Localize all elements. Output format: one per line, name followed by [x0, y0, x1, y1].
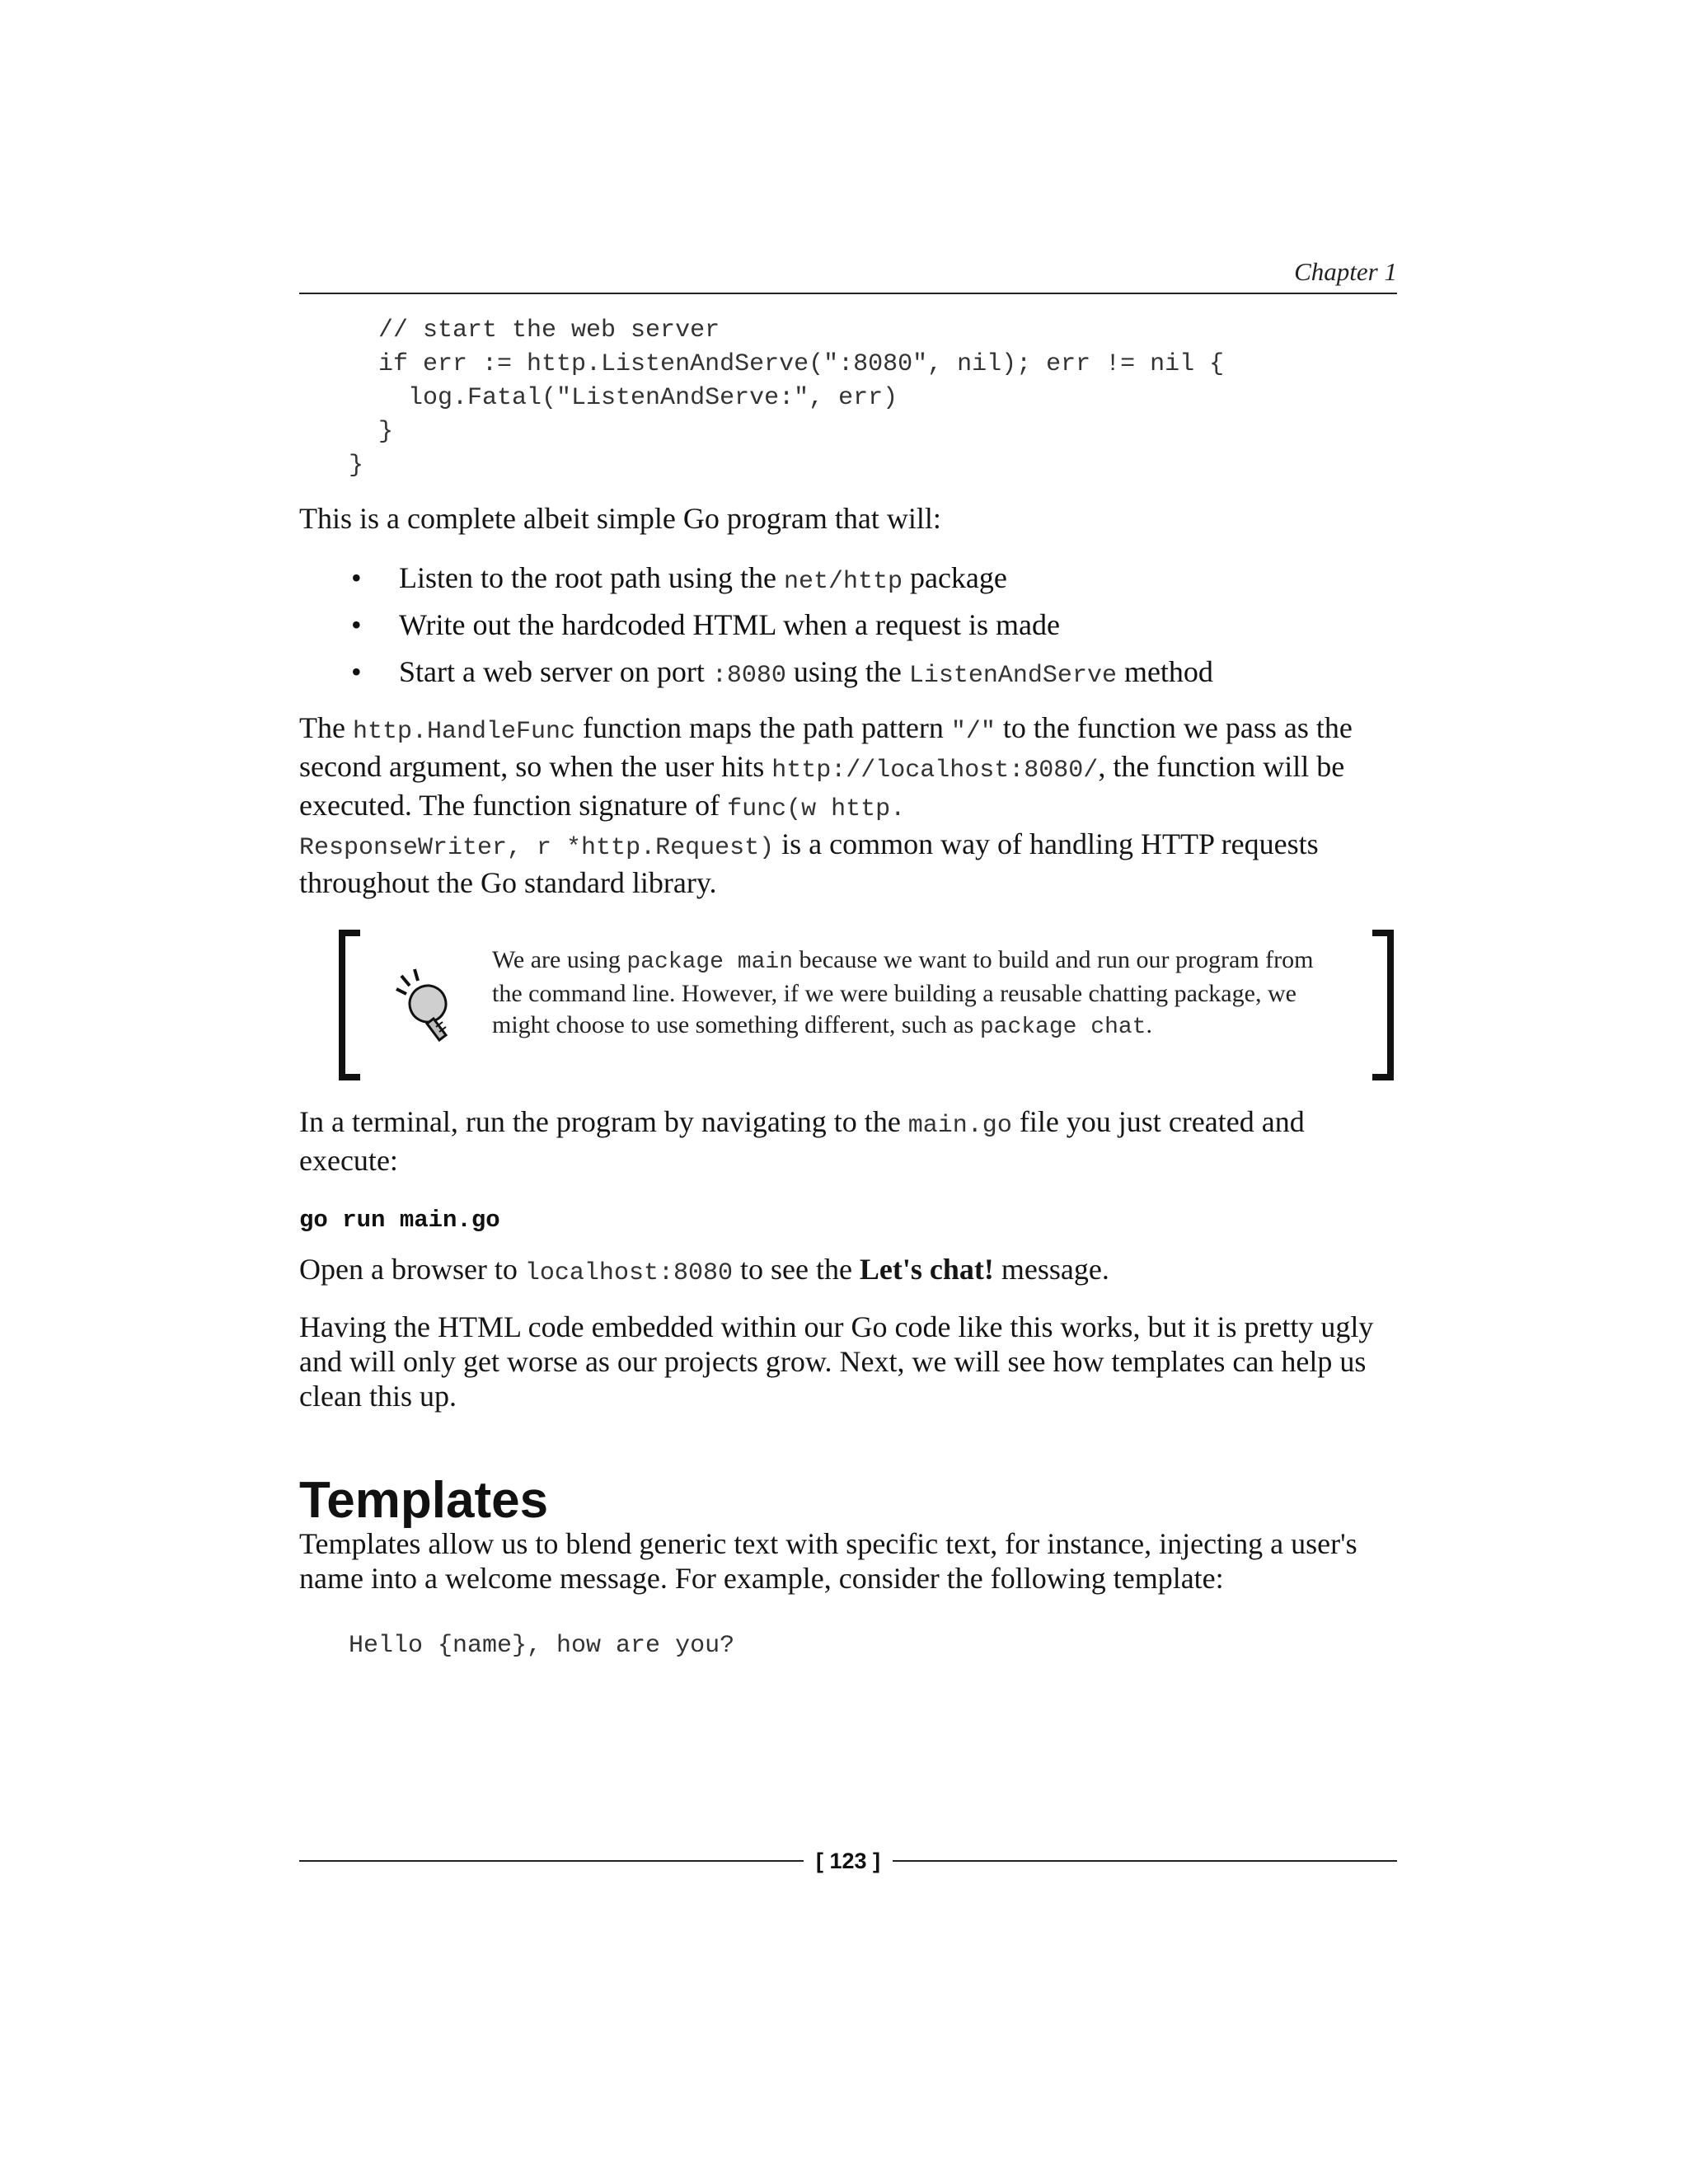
template-example: Hello {name}, how are you? [349, 1632, 735, 1660]
code-line: // start the web server [349, 316, 720, 344]
list-item: • Listen to the root path using the net/http package [351, 561, 1007, 596]
code-line: } [349, 452, 364, 480]
footer-rule [299, 1860, 804, 1862]
terminal-command: go run main.go [299, 1207, 500, 1234]
book-page [299, 0, 1397, 2184]
bullet-icon: • [351, 561, 362, 594]
list-item: • Write out the hardcoded HTML when a request is made [351, 608, 1060, 641]
lightbulb-icon [388, 964, 462, 1047]
section-heading: Templates [299, 1472, 549, 1529]
handlefunc-paragraph: The http.HandleFunc function maps the path pattern "/" to the function we pass as the second argument, so when the user hits http://localhost:8080/, the function will be executed. The function signature of func(w http. ResponseWriter, r *http.Request) is a common way of handling HTTP requests throughout the Go standard library. [299, 711, 1353, 899]
bullet-list [299, 560, 1397, 701]
html-paragraph: Having the HTML code embedded within our Go code like this works, but it is pretty ugly and will only get worse as our projects grow. Next, we will see how templates can help us clean this up. [299, 1310, 1374, 1413]
footer-rule [893, 1860, 1397, 1862]
code-line: if err := http.ListenAndServe(":8080", nil); err != nil { [349, 350, 1225, 378]
page-footer [299, 1844, 1397, 1877]
running-header: Chapter 1 [1294, 257, 1397, 286]
templates-paragraph: Templates allow us to blend generic text with specific text, for instance, injecting a user's name into a welcome message. For example, consider the following template: [299, 1527, 1357, 1595]
code-line: log.Fatal("ListenAndServe:", err) [349, 384, 898, 412]
left-bracket [339, 930, 360, 1080]
bullet-icon: • [351, 608, 362, 641]
code-block [349, 314, 1224, 483]
tip-text: We are using package main because we want to build and run our program from the command line. However, if we were building a reusable chatting package, we might choose to use something different, such as package chat. [492, 946, 1314, 1040]
terminal-paragraph: In a terminal, run the program by navigating to the main.go file you just created and execute: [299, 1105, 1305, 1177]
header-rule [299, 293, 1397, 294]
intro-paragraph: This is a complete albeit simple Go program that will: [299, 502, 941, 535]
list-item: • Start a web server on port :8080 using the ListenAndServe method [351, 655, 1213, 690]
page-number: [ 123 ] [815, 1849, 881, 1873]
tip-box [339, 930, 1394, 1083]
browser-paragraph: Open a browser to localhost:8080 to see the Let's chat! message. [299, 1253, 1109, 1287]
code-line: } [349, 418, 394, 446]
bullet-icon: • [351, 655, 362, 688]
right-bracket [1372, 930, 1394, 1080]
